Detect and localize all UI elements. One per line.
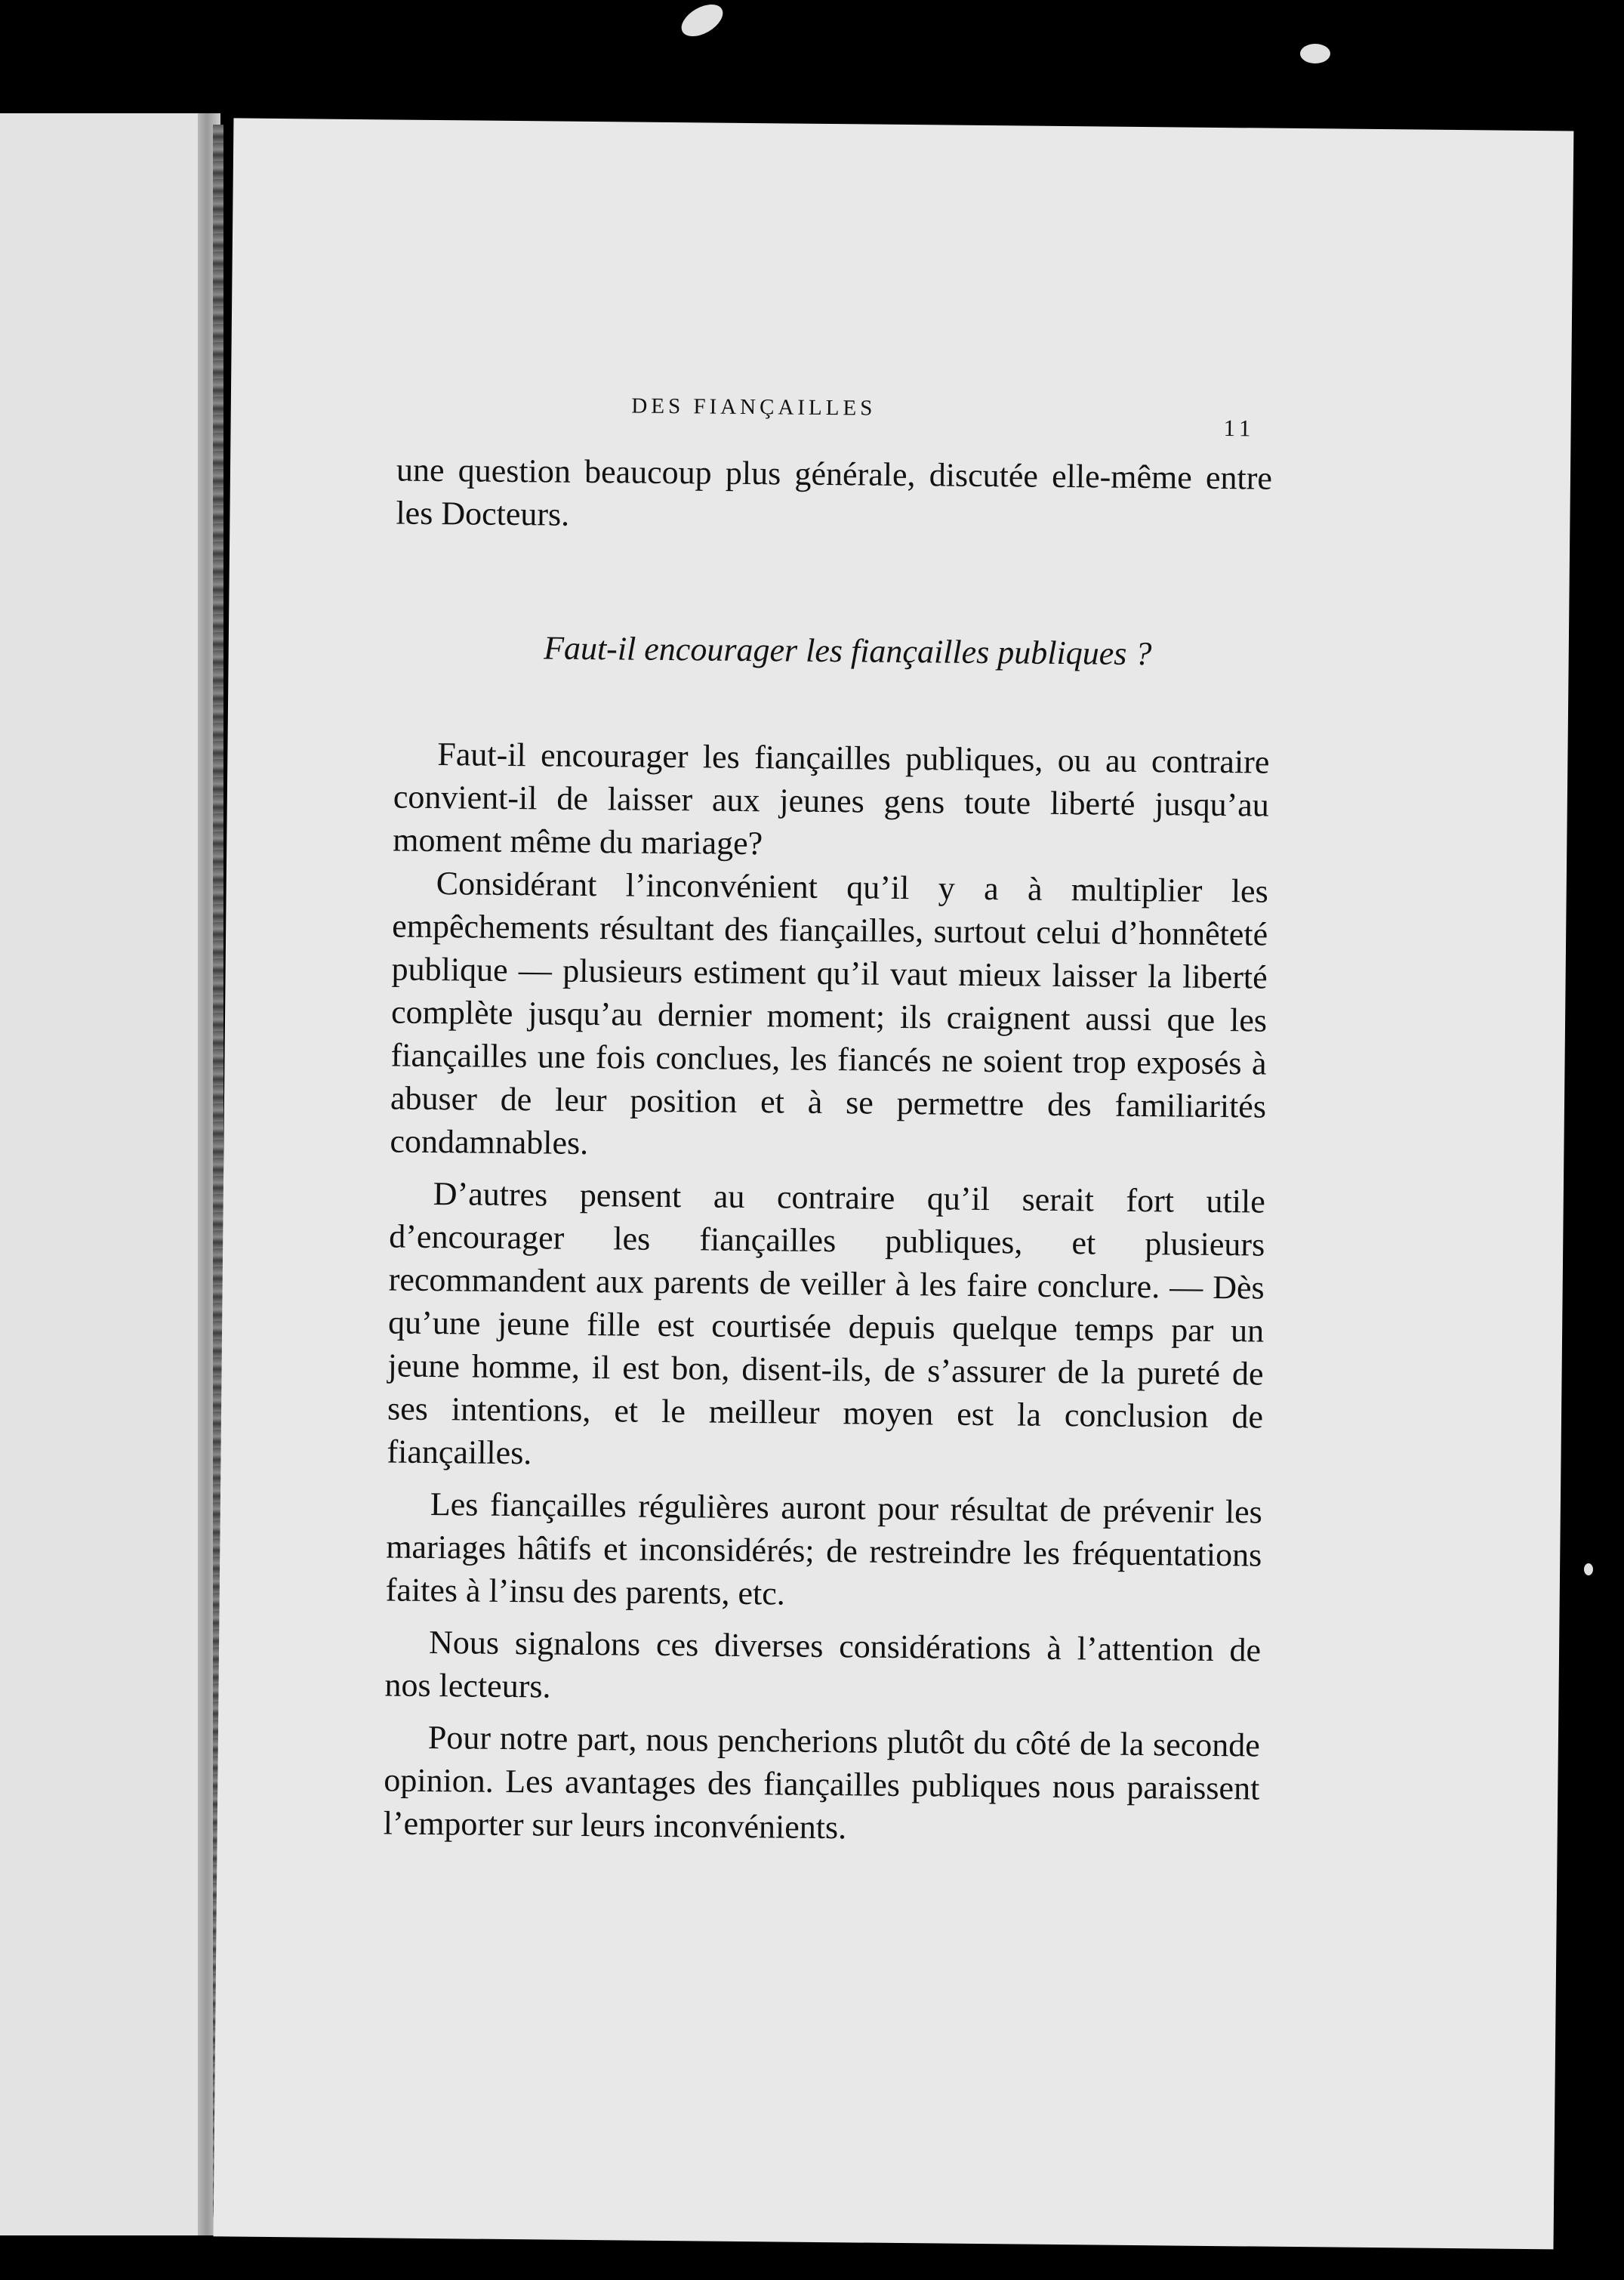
scan-speck bbox=[1300, 44, 1330, 63]
scan-speck bbox=[1584, 1563, 1593, 1575]
paragraph: Pour notre part, nous pencherions plutôt du côté de la seconde opinion. Les avantages des fiançailles publiques nous paraissent l’emporter sur leurs inconvénients. bbox=[383, 1718, 1261, 1847]
page-number: 11 bbox=[1223, 415, 1256, 442]
paragraph: Considérant l’inconvénient qu’il y a à multiplier les empêchements résultant des fiançailles, surtout celui d’honnêteté publique — plusieurs estiment qu’il vaut mieux laisser la liberté complète jusqu’au dernier moment; ils craignent aussi que les fiançailles une fois conclues, les fiancés ne soient trop exposés à abuser de leur position et à se permettre des familiarités condamnables. bbox=[390, 865, 1268, 1162]
paragraph: une question beaucoup plus générale, discutée elle-même entre les Docteurs. bbox=[396, 451, 1273, 533]
paragraph: D’autres pensent au contraire qu’il serait fort utile d’encourager les fiançailles publiques, et plusieurs recommandent aux parents de veiller à les faire conclure. — Dès qu’une jeune fille est courtisée depuis quelque temps par un jeune homme, il est bon, disent-ils, de s’assurer de la pureté de ses intentions, et le meilleur moyen est la conclusion de fiançailles. bbox=[387, 1175, 1266, 1472]
paragraph: Faut-il encourager les fiançailles publiques, ou au contraire convient-il de laisser aux jeunes gens toute liberté jusqu’au moment même du mariage? bbox=[393, 736, 1270, 862]
section-title: Faut-il encourager les fiançailles publiques ? bbox=[543, 629, 1152, 673]
book-page bbox=[214, 118, 1574, 2249]
page-text bbox=[384, 449, 1273, 1853]
left-page bbox=[0, 113, 198, 2235]
scan-speck bbox=[676, 0, 729, 43]
running-head: DES FIANÇAILLES bbox=[631, 393, 877, 421]
paragraph: Les fiançailles régulières auront pour résultat de prévenir les mariages hâtifs et inconsidérés; de restreindre les fréquentations faites à l’insu des parents, etc. bbox=[385, 1486, 1263, 1612]
paragraph: Nous signalons ces diverses considérations à l’attention de nos lecteurs. bbox=[384, 1624, 1262, 1705]
